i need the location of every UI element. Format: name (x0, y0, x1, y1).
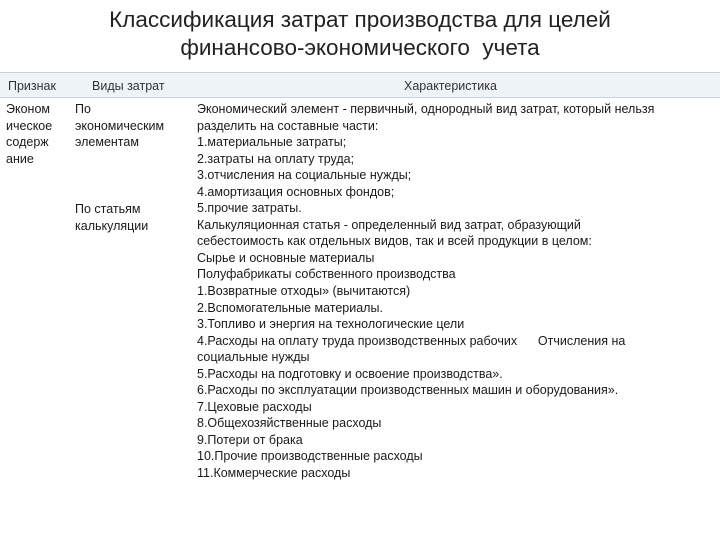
characteristic-line: 1.Возвратные отходы» (вычитаются) (197, 284, 411, 299)
header-types: Виды затрат (92, 79, 165, 93)
type-calc-line: калькуляции (75, 218, 149, 233)
characteristic-line: 3.отчисления на социальные нужды; (197, 168, 412, 183)
characteristic-line: 6.Расходы по эксплуатации производственных машин и оборудования». (197, 383, 619, 398)
characteristic-line: 5.прочие затраты. (197, 201, 302, 216)
attribute-cell (6, 101, 68, 167)
title-line-1: Классификация затрат производства для целей (109, 7, 611, 32)
type-calc-line: По статьям (75, 202, 141, 216)
characteristic-line: 8.Общехозяйственные расходы (197, 416, 382, 431)
attribute-line: ание (6, 151, 34, 166)
header-attribute: Признак (8, 79, 56, 93)
characteristic-line: Калькуляционная статья - определенный вид затрат, образующий (197, 217, 581, 232)
characteristic-cell (197, 101, 717, 482)
type-calc-cell (75, 201, 193, 234)
characteristic-line: 5.Расходы на подготовку и освоение производства». (197, 366, 503, 381)
type-economic-line: По (75, 102, 91, 116)
characteristic-line: 7.Цеховые расходы (197, 399, 312, 414)
header-characteristic: Характеристика (404, 79, 497, 93)
attribute-line: содерж (6, 135, 49, 150)
characteristic-line: 1.материальные затраты; (197, 135, 347, 150)
attribute-line: Эконом (6, 102, 50, 116)
characteristic-line: себестоимость как отдельных видов, так и всей продукции в целом: (197, 234, 592, 249)
characteristic-line: Сырье и основные материалы (197, 250, 375, 265)
title-line-2: финансово-экономического учета (180, 35, 540, 60)
characteristic-line: социальные нужды (197, 350, 310, 365)
characteristic-line: 2.Вспомогательные материалы. (197, 300, 383, 315)
characteristic-line: Экономический элемент - первичный, однородный вид затрат, который нельзя (197, 102, 655, 116)
type-economic-line: элементам (75, 135, 139, 150)
characteristic-line: 2.затраты на оплату труда; (197, 151, 355, 166)
characteristic-line: 10.Прочие производственные расходы (197, 449, 423, 464)
slide-title (0, 6, 720, 62)
attribute-line: ическое (6, 118, 53, 133)
characteristic-line: 3.Топливо и энергия на технологические цели (197, 317, 465, 332)
characteristic-line: 9.Потери от брака (197, 432, 303, 447)
characteristic-line: 11.Коммерческие расходы (197, 466, 351, 481)
characteristic-line: Полуфабрикаты собственного производства (197, 267, 456, 282)
characteristic-line: 4.амортизация основных фондов; (197, 184, 395, 199)
characteristic-line: 4.Расходы на оплату труда производственных рабочих Отчисления на (197, 333, 626, 348)
characteristic-line: разделить на составные части: (197, 118, 379, 133)
type-economic-line: экономическим (75, 118, 165, 133)
type-economic-cell (75, 101, 193, 151)
table-header-row (0, 72, 720, 98)
